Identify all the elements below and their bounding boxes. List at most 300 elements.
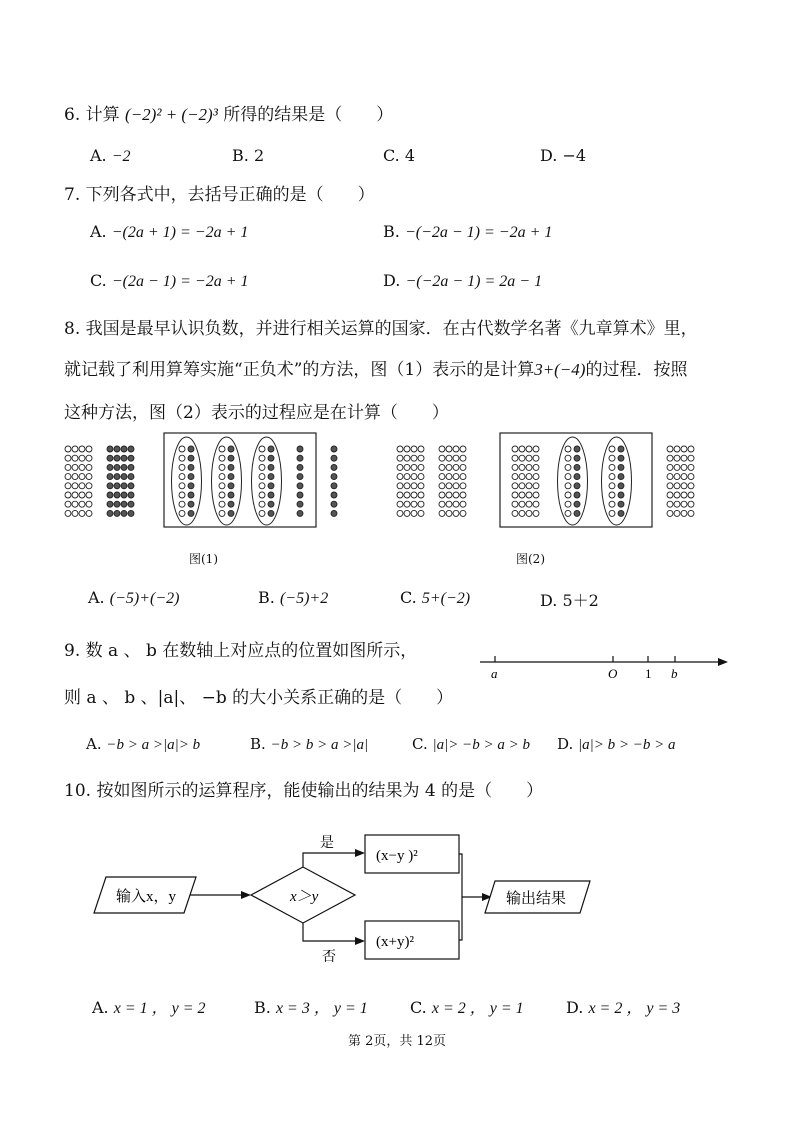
light-bead [512,501,518,507]
light-bead [439,483,445,489]
light-bead [404,464,410,470]
light-bead [219,483,225,489]
option-text: |a|> b > −b > a [578,737,676,753]
light-bead [179,483,185,489]
light-bead [418,501,424,507]
light-bead [259,446,265,452]
light-bead [533,474,539,480]
pair-ellipse [252,437,282,525]
light-bead [453,464,459,470]
number-line-arrow-icon [718,658,728,666]
figure-1-caption: 图(1) [189,552,218,566]
option-label: B. [383,222,400,241]
light-bead [411,464,417,470]
light-bead [453,510,459,516]
light-bead [453,474,459,480]
dark-bead [114,474,120,480]
light-bead [397,483,403,489]
light-bead [681,464,687,470]
option-label: B. [254,998,271,1017]
q7-stem: 下列各式中，去括号正确的是（ ） [85,185,375,205]
dark-bead [128,455,134,461]
q7-option-c[interactable] [90,271,249,291]
dark-bead [114,446,120,452]
light-bead [667,474,673,480]
q7-option-b[interactable] [383,222,552,242]
dark-bead [297,474,303,480]
q7-number: 7. [64,185,81,205]
light-bead [453,455,459,461]
light-bead [65,464,71,470]
light-bead [609,464,615,470]
dark-bead [618,474,624,480]
light-bead [86,474,92,480]
light-bead [72,510,78,516]
dark-bead [121,446,127,452]
option-text: −4 [562,146,587,165]
arrow-head-icon [241,891,251,899]
light-bead [65,510,71,516]
dark-bead [128,501,134,507]
dark-bead [107,483,113,489]
light-bead [533,483,539,489]
light-bead [86,464,92,470]
light-bead [79,455,85,461]
light-bead [533,501,539,507]
light-bead [397,446,403,452]
light-bead [674,446,680,452]
q10-option-a[interactable] [92,995,206,1018]
q10-option-d[interactable] [566,995,680,1018]
light-bead [681,510,687,516]
dark-bead [114,464,120,470]
q9-number: 9. [64,641,81,661]
light-bead [446,474,452,480]
light-bead [259,501,265,507]
light-bead [65,492,71,498]
option-label: D. [383,271,401,290]
option-text: −2 [111,148,131,165]
light-bead [565,455,571,461]
pair-ellipse [212,437,242,525]
light-bead [72,446,78,452]
option-text: −(−2a − 1) = −2a + 1 [404,224,553,241]
light-bead [259,464,265,470]
dark-bead [268,474,274,480]
light-bead [404,483,410,489]
arrow-no [303,923,357,941]
dark-bead [574,483,580,489]
no-label: 否 [322,950,336,965]
light-bead [439,501,445,507]
q10-option-c[interactable] [410,995,524,1018]
light-bead [179,446,185,452]
light-bead [512,446,518,452]
dark-bead [574,455,580,461]
light-bead [674,492,680,498]
dark-bead [228,464,234,470]
light-bead [411,483,417,489]
flowchart [0,825,794,975]
light-bead [418,464,424,470]
light-bead [418,492,424,498]
light-bead [404,446,410,452]
light-bead [86,446,92,452]
dark-bead [618,455,624,461]
light-bead [259,474,265,480]
light-bead [439,474,445,480]
dark-bead [107,455,113,461]
q6-option-c[interactable] [383,146,415,165]
light-bead [411,510,417,516]
light-bead [446,483,452,489]
option-text: x = 2 ， y = 1 [431,1000,524,1017]
option-text: −(2a − 1) = −2a + 1 [111,273,249,290]
dark-bead [331,464,337,470]
light-bead [439,446,445,452]
light-bead [65,446,71,452]
light-bead [526,446,532,452]
light-bead [526,455,532,461]
q9-option-a[interactable] [86,735,200,754]
dark-bead [128,510,134,516]
light-bead [519,501,525,507]
option-text: −(−2a − 1) = 2a − 1 [405,273,543,290]
light-bead [667,510,673,516]
light-bead [411,492,417,498]
q7-option-d[interactable] [383,271,542,291]
light-bead [688,464,694,470]
dark-bead [121,483,127,489]
option-label: D. [540,146,558,165]
q10-option-b[interactable] [254,995,368,1018]
light-bead [609,455,615,461]
dark-bead [574,510,580,516]
light-bead [674,483,680,489]
dark-bead [114,455,120,461]
light-bead [446,464,452,470]
light-bead [219,501,225,507]
light-bead [688,501,694,507]
q9-option-c[interactable] [412,735,530,754]
light-bead [533,492,539,498]
label-o: O [608,666,618,681]
light-bead [397,492,403,498]
dark-bead [228,501,234,507]
light-bead [72,501,78,507]
question-9 [64,636,417,661]
q6-stem-prefix: 计算 [85,105,120,125]
light-bead [533,464,539,470]
q8-option-d[interactable] [540,588,599,611]
light-bead [681,455,687,461]
light-bead [397,455,403,461]
light-bead [533,455,539,461]
dark-bead [574,474,580,480]
light-bead [512,483,518,489]
label-1: 1 [645,666,652,681]
dark-bead [331,492,337,498]
option-text: 5＋2 [562,591,599,610]
light-bead [179,501,185,507]
option-label: A. [88,588,105,607]
light-bead [565,483,571,489]
light-bead [72,492,78,498]
light-bead [404,474,410,480]
light-bead [259,455,265,461]
light-bead [519,483,525,489]
dark-bead [618,483,624,489]
light-bead [79,464,85,470]
light-bead [674,510,680,516]
light-bead [418,446,424,452]
light-bead [79,501,85,507]
dark-bead [128,446,134,452]
light-bead [453,492,459,498]
light-bead [72,455,78,461]
q8-option-b[interactable] [258,588,328,608]
light-bead [565,446,571,452]
light-bead [418,483,424,489]
light-bead [418,510,424,516]
light-bead [667,455,673,461]
light-bead [453,501,459,507]
light-bead [79,474,85,480]
option-label: A. [86,735,102,753]
option-text: (−5)+2 [279,590,329,607]
light-bead [79,510,85,516]
light-bead [688,455,694,461]
light-bead [526,464,532,470]
q7-option-a[interactable] [90,222,248,242]
light-bead [681,492,687,498]
light-bead [418,474,424,480]
light-bead [667,492,673,498]
dark-bead [574,492,580,498]
dark-bead [228,483,234,489]
q6-option-a[interactable] [90,146,131,166]
light-bead [533,446,539,452]
q9-line1: 数 a 、 b 在数轴上对应点的位置如图所示， [85,641,418,661]
light-bead [72,464,78,470]
light-bead [446,510,452,516]
light-bead [86,483,92,489]
light-bead [446,446,452,452]
q9-option-b[interactable] [250,735,368,754]
decision-label: x＞y [290,889,319,905]
light-bead [179,510,185,516]
light-bead [565,510,571,516]
light-bead [219,474,225,480]
input-label: 输入x，y [116,889,177,905]
dark-bead [331,474,337,480]
light-bead [404,501,410,507]
figure-2-caption: 图(2) [516,552,545,566]
light-bead [674,455,680,461]
dark-bead [331,455,337,461]
light-bead [453,446,459,452]
light-bead [667,464,673,470]
arrow-head-icon [355,937,365,945]
light-bead [667,483,673,489]
option-label: C. [412,735,428,753]
output-label: 输出结果 [506,891,567,907]
pair-ellipse [558,437,588,525]
number-line [470,648,740,684]
light-bead [79,446,85,452]
light-bead [72,483,78,489]
light-bead [460,455,466,461]
dark-bead [188,510,194,516]
light-bead [519,474,525,480]
dark-bead [574,464,580,470]
light-bead [609,501,615,507]
light-bead [86,501,92,507]
light-bead [460,446,466,452]
light-bead [404,455,410,461]
option-text: x = 1 ， y = 2 [113,1000,206,1017]
option-label: A. [90,222,107,241]
q8-line3: 这种方法，图（2）表示的过程应是在计算（ ） [64,403,449,423]
option-label: D. [540,591,558,610]
page-footer: 第 2页，共 12页 [347,1034,447,1049]
light-bead [565,464,571,470]
light-bead [609,446,615,452]
light-bead [688,446,694,452]
question-8 [64,314,698,339]
dark-bead [297,455,303,461]
dark-bead [297,492,303,498]
figure-2 [397,433,694,527]
option-label: D. [557,735,574,753]
q8-number: 8. [64,319,81,339]
dark-bead [114,483,120,489]
dark-bead [618,501,624,507]
q8-option-a[interactable] [88,588,179,608]
dark-bead [121,510,127,516]
light-bead [681,501,687,507]
q8-line2-prefix: 就记载了利用算筹实施“正负术”的方法，图（1）表示的是计算 [64,360,535,380]
light-bead [460,464,466,470]
option-text: 5+(−2) [421,590,471,607]
light-bead [519,455,525,461]
option-text: |a|> −b > a > b [432,737,530,753]
light-bead [460,492,466,498]
light-bead [512,510,518,516]
light-bead [65,501,71,507]
dark-bead [114,492,120,498]
light-bead [519,464,525,470]
light-bead [86,492,92,498]
light-bead [512,492,518,498]
option-label: C. [90,271,107,290]
q10-stem: 按如图所示的运算程序，能使输出的结果为 4 的是（ ） [96,781,544,801]
light-bead [512,474,518,480]
dark-bead [188,492,194,498]
light-bead [565,492,571,498]
question-6 [64,100,393,125]
light-bead [418,455,424,461]
q6-option-b[interactable] [232,146,264,165]
light-bead [609,492,615,498]
q8-line2 [64,355,687,380]
light-bead [439,464,445,470]
dark-bead [331,501,337,507]
option-label: C. [410,998,427,1017]
dark-bead [268,483,274,489]
q6-number: 6. [64,105,81,125]
dark-bead [268,501,274,507]
dark-bead [121,501,127,507]
q6-expression: (−2)² + (−2)³ [125,105,218,124]
q9-option-d[interactable] [557,735,676,754]
dark-bead [268,464,274,470]
question-7 [64,180,375,205]
light-bead [565,474,571,480]
option-label: C. [383,146,400,165]
light-bead [79,483,85,489]
dark-bead [188,483,194,489]
dark-bead [188,501,194,507]
light-bead [681,446,687,452]
dark-bead [228,510,234,516]
dark-bead [107,474,113,480]
light-bead [411,446,417,452]
q6-option-d[interactable] [540,146,586,165]
dark-bead [121,474,127,480]
light-bead [219,510,225,516]
q8-option-c[interactable] [400,588,470,608]
dark-bead [297,464,303,470]
dark-bead [268,455,274,461]
light-bead [681,474,687,480]
light-bead [439,492,445,498]
arrow-yes [303,853,357,867]
light-bead [219,492,225,498]
light-bead [411,474,417,480]
dark-bead [107,501,113,507]
light-bead [565,501,571,507]
light-bead [519,446,525,452]
option-label: B. [250,735,266,753]
light-bead [667,501,673,507]
dark-bead [297,510,303,516]
dark-bead [228,446,234,452]
dark-bead [618,510,624,516]
dark-bead [331,483,337,489]
light-bead [460,501,466,507]
dark-bead [618,446,624,452]
dark-bead [268,446,274,452]
light-bead [526,510,532,516]
option-label: A. [90,146,107,165]
option-label: B. [258,588,275,607]
light-bead [688,492,694,498]
light-bead [526,492,532,498]
light-bead [79,492,85,498]
dark-bead [107,446,113,452]
light-bead [259,483,265,489]
light-bead [397,474,403,480]
light-bead [219,446,225,452]
light-bead [397,501,403,507]
q9-line2: 则 a 、 b 、|a|、 −b 的大小关系正确的是（ ） [64,688,454,708]
light-bead [446,501,452,507]
dark-bead [107,464,113,470]
light-bead [453,483,459,489]
light-bead [674,474,680,480]
dark-bead [114,501,120,507]
